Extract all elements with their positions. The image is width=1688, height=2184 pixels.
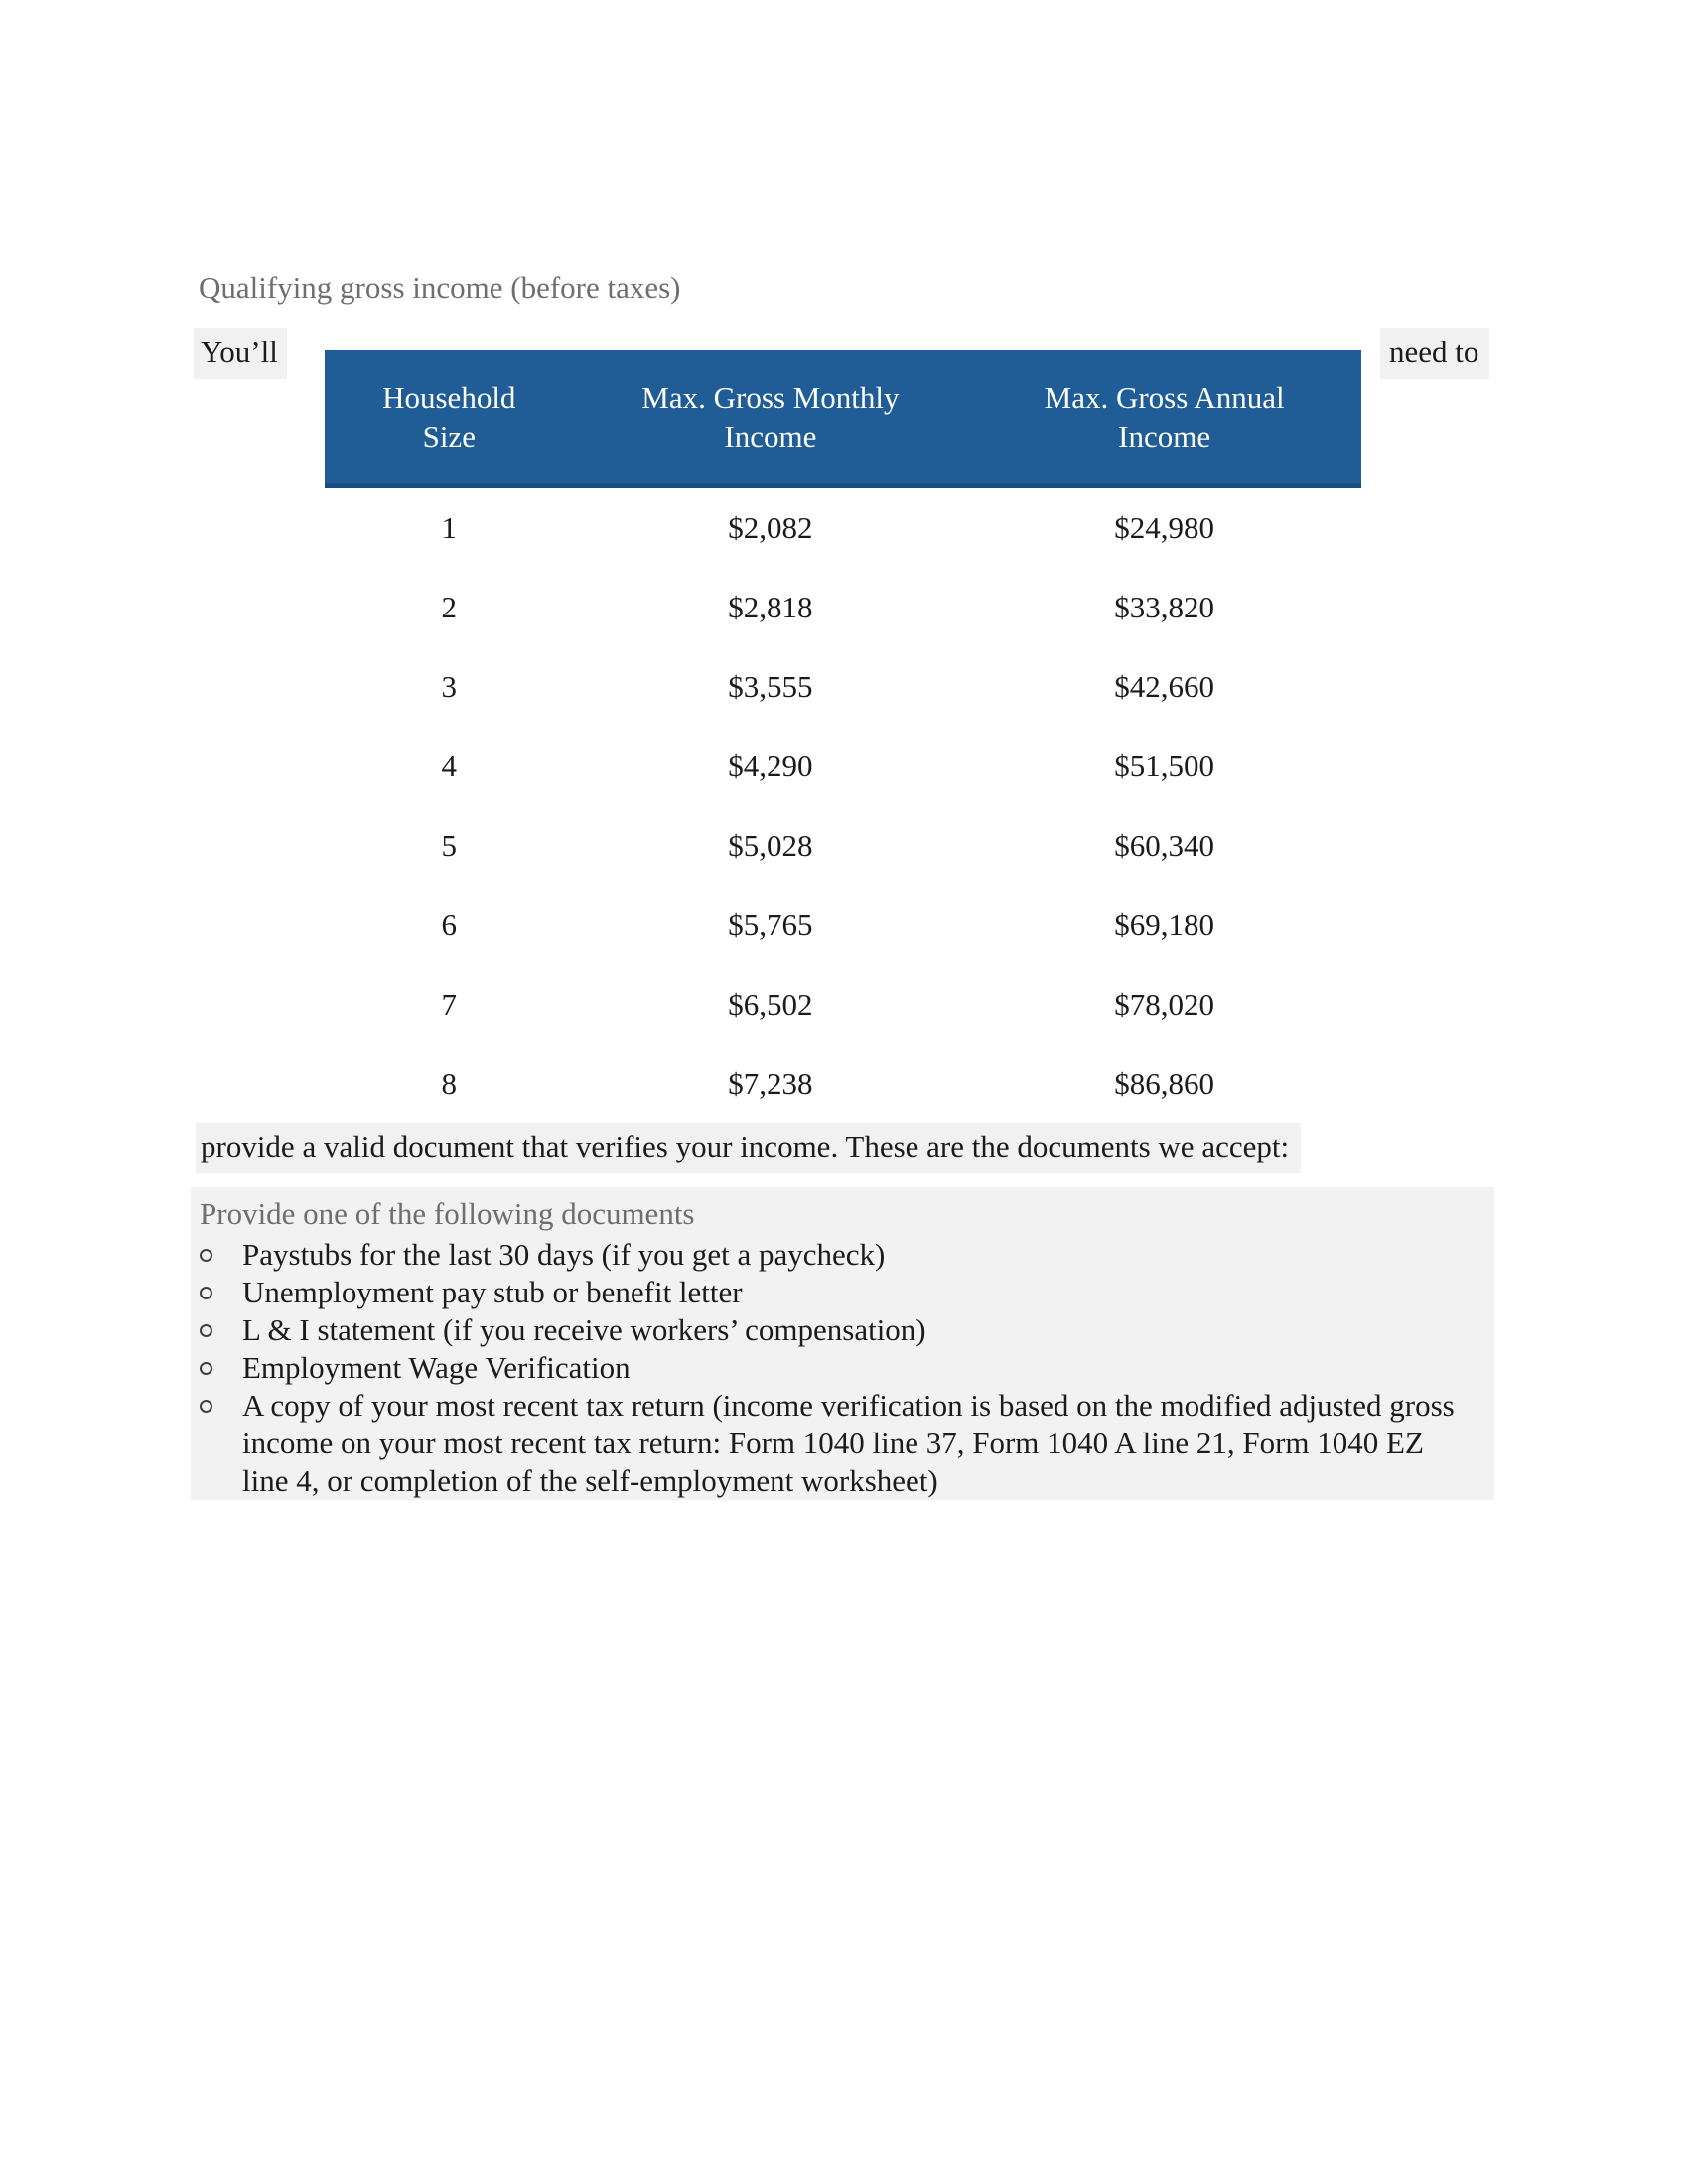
documents-box-heading: Provide one of the following documents	[200, 1196, 695, 1231]
table-row	[325, 886, 1361, 965]
header-line: Max. Gross Annual	[1044, 380, 1285, 415]
table-row	[325, 727, 1361, 806]
cell-annual-income: $42,660	[1114, 669, 1214, 704]
cell-annual-income: $78,020	[1114, 987, 1214, 1022]
income-table-header	[325, 350, 1361, 488]
circle-bullet-icon	[200, 1400, 212, 1413]
cell-monthly-income: $3,555	[728, 669, 813, 704]
table-row	[325, 806, 1361, 886]
table-row	[325, 488, 1361, 568]
table-row	[325, 568, 1361, 647]
cell-household-size: 4	[441, 749, 458, 783]
cell-monthly-income: $5,028	[728, 828, 813, 863]
cell-monthly-income: $5,765	[728, 907, 813, 942]
header-line: Income	[724, 419, 817, 454]
income-table	[325, 350, 1361, 1124]
cell-annual-income: $33,820	[1114, 590, 1214, 624]
circle-bullet-icon	[200, 1362, 212, 1375]
header-household-size	[325, 378, 574, 456]
header-max-gross-monthly	[574, 378, 968, 456]
list-item	[191, 1311, 1494, 1349]
list-item-text: Unemployment pay stub or benefit letter	[242, 1275, 743, 1309]
list-item-text: Employment Wage Verification	[242, 1350, 631, 1385]
cell-household-size: 5	[441, 828, 458, 863]
lead-word-right: need to	[1380, 328, 1489, 379]
circle-bullet-icon	[200, 1287, 212, 1299]
list-item	[191, 1236, 1494, 1274]
cell-annual-income: $60,340	[1114, 828, 1214, 863]
cell-household-size: 3	[441, 669, 458, 704]
table-row	[325, 965, 1361, 1044]
cell-household-size: 6	[441, 907, 458, 942]
cell-monthly-income: $2,082	[728, 510, 813, 545]
cell-household-size: 1	[441, 510, 458, 545]
cell-monthly-income: $2,818	[728, 590, 813, 624]
after-table-text: provide a valid document that verifies your income. These are the documents we accept:	[196, 1123, 1301, 1173]
cell-monthly-income: $4,290	[728, 749, 813, 783]
cell-household-size: 2	[441, 590, 458, 624]
header-line: Size	[422, 419, 476, 454]
list-item	[191, 1274, 1494, 1311]
cell-household-size: 8	[441, 1066, 458, 1101]
cell-annual-income: $86,860	[1114, 1066, 1214, 1101]
header-line: Income	[1118, 419, 1211, 454]
list-item	[191, 1387, 1494, 1500]
list-item	[191, 1349, 1494, 1387]
cell-household-size: 7	[441, 987, 458, 1022]
cell-annual-income: $24,980	[1114, 510, 1214, 545]
circle-bullet-icon	[200, 1249, 212, 1262]
header-max-gross-annual	[967, 378, 1361, 456]
list-item-text: Paystubs for the last 30 days (if you get a paycheck)	[242, 1237, 886, 1272]
page-title: Qualifying gross income (before taxes)	[199, 270, 681, 305]
list-item-text: L & I statement (if you receive workers’ compensation)	[242, 1312, 926, 1347]
list-item-text: A copy of your most recent tax return (income verification is based on the modified adjusted gross income on your most recent tax return: Form 1040 line 37, Form 1040 A line 21, Form 1040 EZ line 4, or completion of the self-employment worksheet)	[242, 1388, 1455, 1498]
documents-box	[191, 1187, 1494, 1500]
table-row	[325, 647, 1361, 727]
table-row	[325, 1044, 1361, 1124]
cell-annual-income: $69,180	[1114, 907, 1214, 942]
cell-monthly-income: $6,502	[728, 987, 813, 1022]
lead-word-left: You’ll	[194, 328, 287, 379]
cell-monthly-income: $7,238	[728, 1066, 813, 1101]
circle-bullet-icon	[200, 1324, 212, 1337]
documents-list	[191, 1236, 1494, 1500]
header-line: Household	[382, 380, 516, 415]
cell-annual-income: $51,500	[1114, 749, 1214, 783]
header-line: Max. Gross Monthly	[641, 380, 900, 415]
